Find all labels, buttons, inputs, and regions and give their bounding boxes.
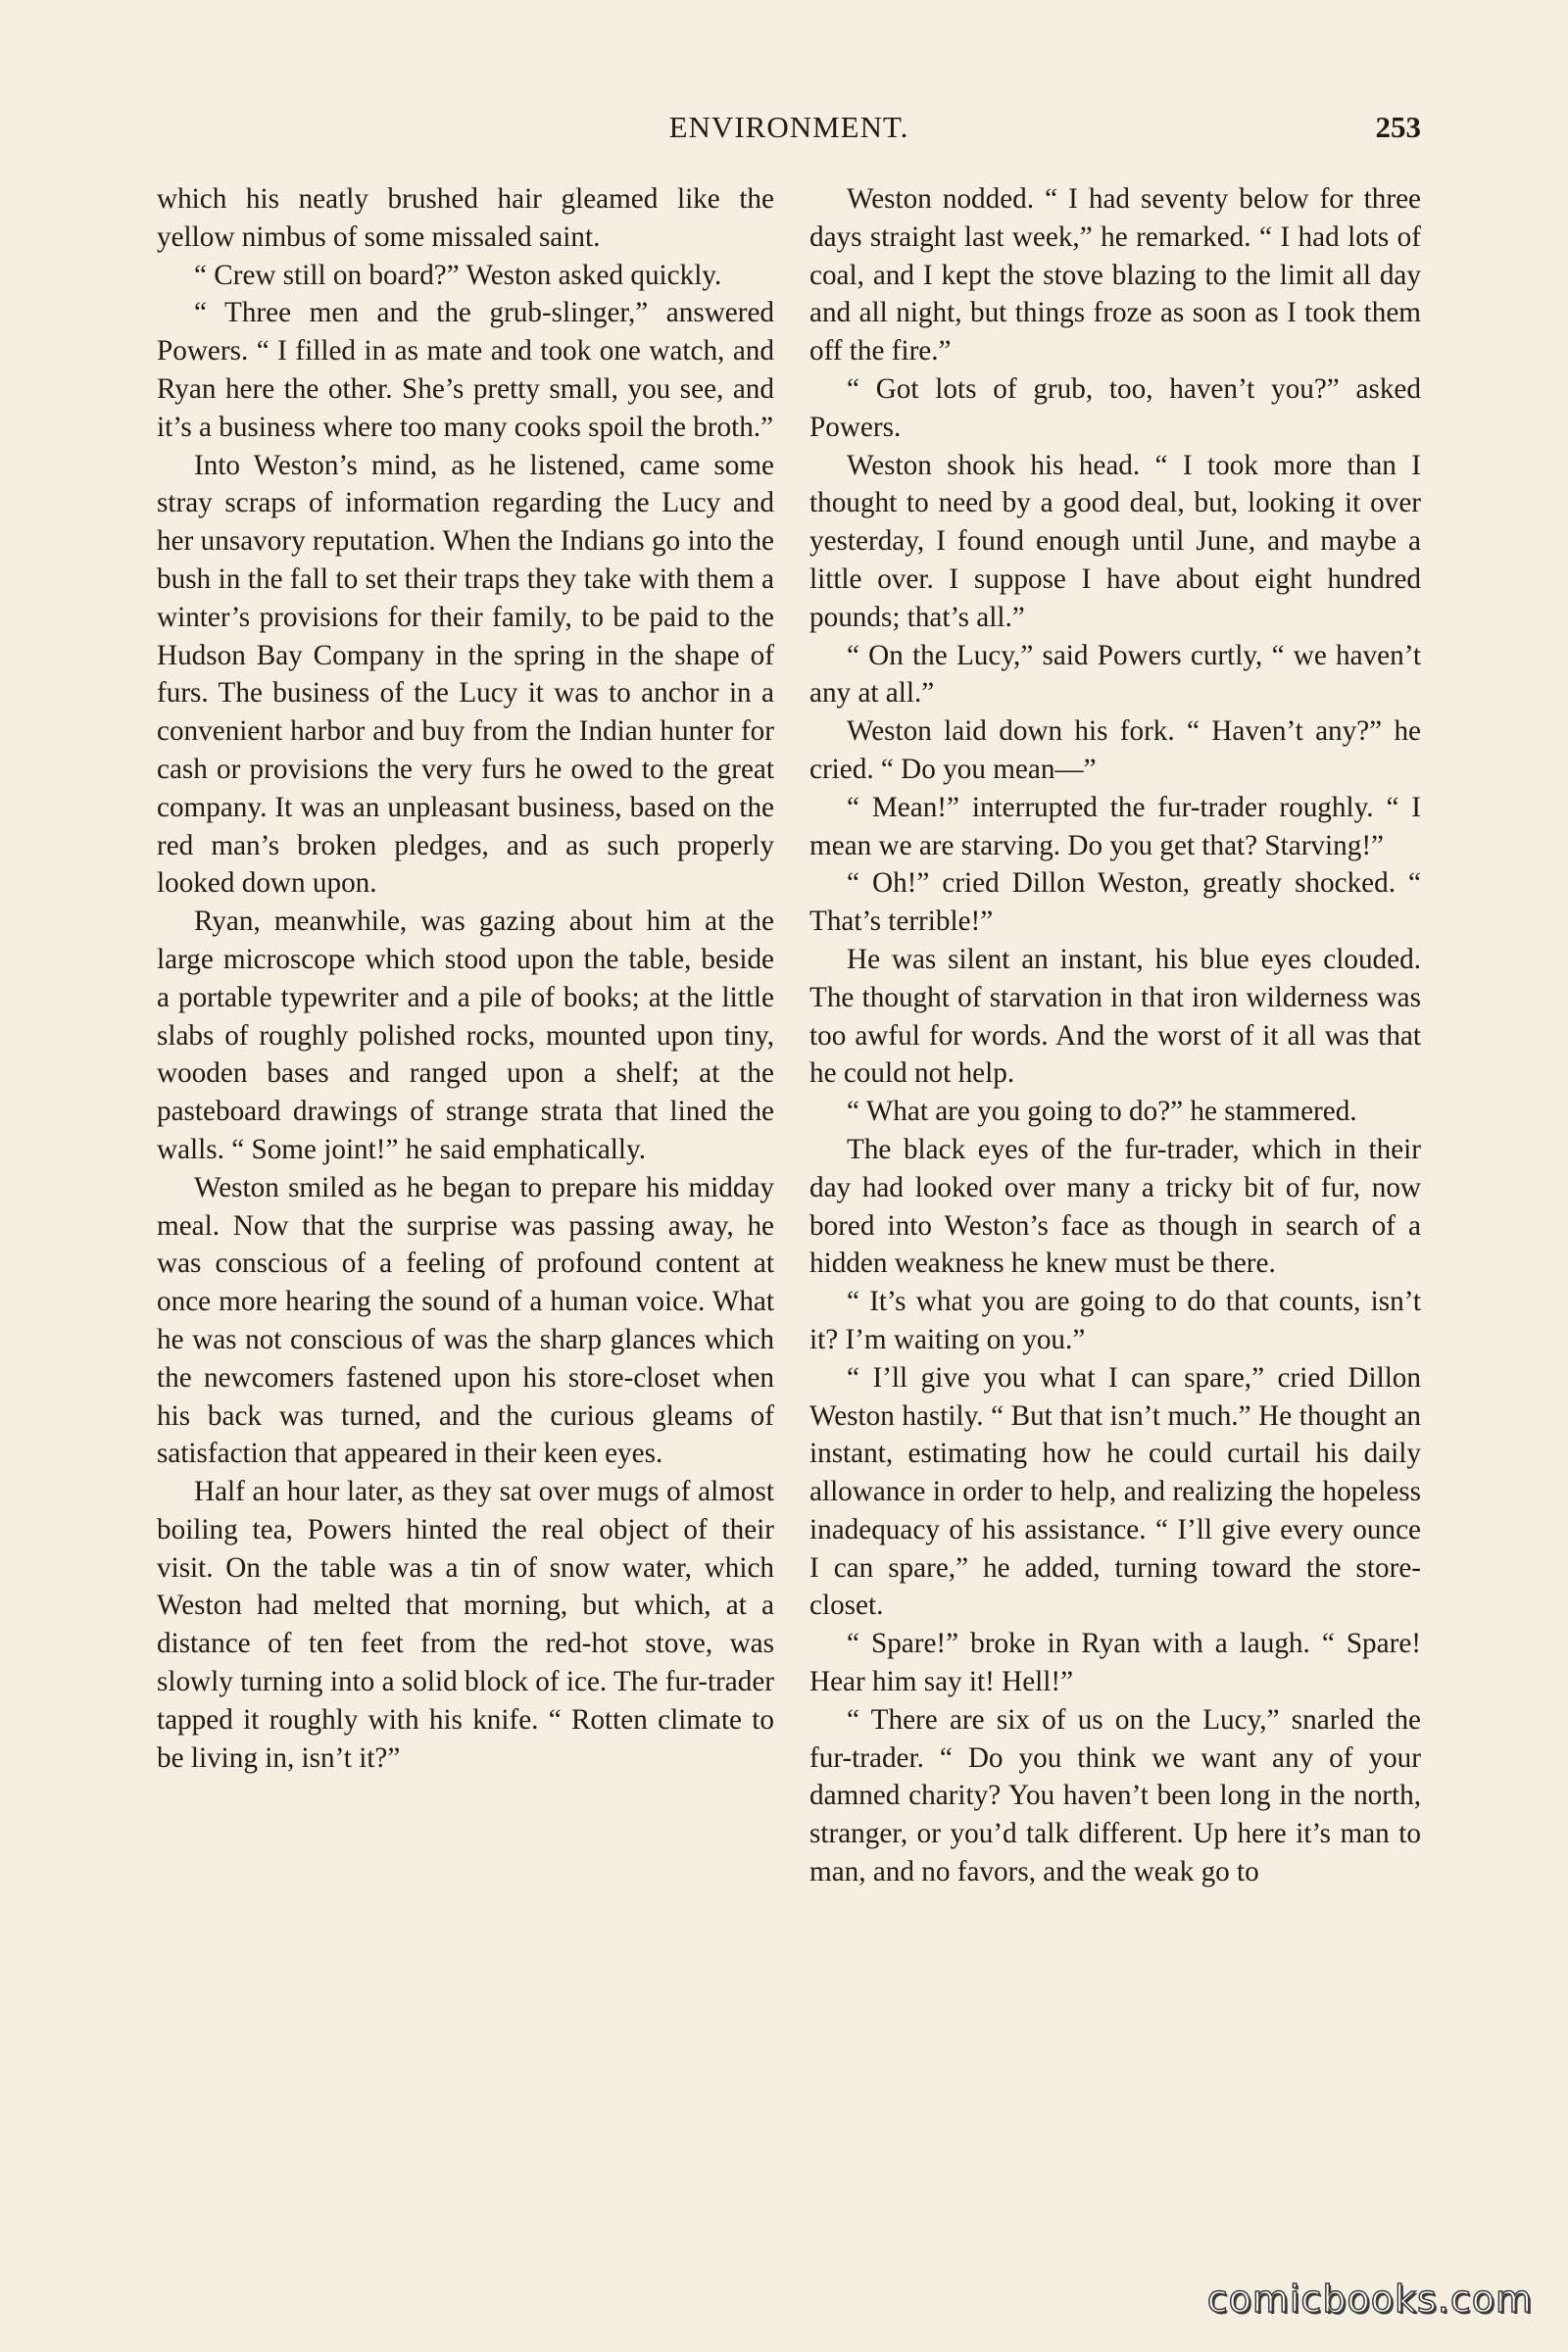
- watermark: comicbooks.com: [1206, 2278, 1533, 2321]
- paragraph: “ On the Lucy,” said Powers curtly, “ we haven’t any at all.”: [809, 639, 1421, 710]
- paragraph: Into Weston’s mind, as he listened, came some stray scraps of information regarding the Lucy and her unsavory reputation. When the Indians go into the bush in the fall to set their traps they take with them a winter’s provisions for their family, to be paid to the Hudson Bay Company in the spring in the shape of furs. The business of the Lucy it was to anchor in a convenient harbor and buy from the Indian hunter for cash or provisions the very furs he owed to the great company. It was an unpleasant business, based on the red man’s broken pledges, and as such properly looked down upon.: [157, 449, 774, 900]
- paragraph: “ Mean!” interrupted the fur-trader roughly. “ I mean we are starving. Do you get that? Starving!”: [809, 791, 1421, 861]
- paragraph: “ Three men and the grub-slinger,” answered Powers. “ I filled in as mate and took one watch, and Ryan here the other. She’s pretty small, you see, and it’s a business where too many cooks spoil the broth.”: [157, 297, 774, 443]
- paragraph: He was silent an instant, his blue eyes clouded. The thought of starvation in that iron wilderness was too awful for words. And the worst of it all was that he could not help.: [809, 943, 1421, 1090]
- paragraph: “ It’s what you are going to do that counts, isn’t it? I’m waiting on you.”: [809, 1286, 1421, 1355]
- paragraph: “ I’ll give you what I can spare,” cried Dillon Weston hastily. “ But that isn’t much.” He thought an instant, estimating how he could curtail his daily allowance in order to help, and realizing the hopeless inadequacy of his assistance. “ I’ll give every ounce I can spare,” he added, turning toward the store-closet.: [809, 1361, 1421, 1622]
- left-text-column: [157, 180, 774, 1777]
- paragraph: Half an hour later, as they sat over mugs of almost boiling tea, Powers hinted the real object of their visit. On the table was a tin of snow water, which Weston had melted that morning, but which, at a distance of ten feet from the red-hot stove, was slowly turning into a solid block of ice. The fur-trader tapped it roughly with his knife. “ Rotten climate to be living in, isn’t it?”: [157, 1476, 774, 1774]
- paragraph: Weston nodded. “ I had seventy below for three days straight last week,” he remarked. “ I had lots of coal, and I kept the stove blazing to the limit all day and all night, but things froze as soon as I took them off the fire.”: [809, 183, 1421, 368]
- paragraph: Ryan, meanwhile, was gazing about him at the large microscope which stood upon the table, beside a portable typewriter and a pile of books; at the little slabs of roughly polished rocks, mounted upon tiny, wooden bases and ranged upon a shelf; at the pasteboard drawings of strange strata that lined the walls. “ Some joint!” he said emphatically.: [157, 906, 774, 1165]
- right-text-column: [809, 180, 1421, 1891]
- paragraph: “ Got lots of grub, too, haven’t you?” asked Powers.: [809, 372, 1421, 443]
- paragraph: Weston smiled as he began to prepare his midday meal. Now that the surprise was passing away, he was conscious of a feeling of profound content at once more hearing the sound of a human voice. What he was not conscious of was the sharp glances which the newcomers fastened upon his store-closet when his back was turned, and the curious gleams of satisfaction that appeared in their keen eyes.: [157, 1171, 774, 1470]
- paragraph: “ Oh!” cried Dillon Weston, greatly shocked. “ That’s terrible!”: [809, 867, 1421, 938]
- paragraph: which his neatly brushed hair gleamed like the yellow nimbus of some missaled saint.: [157, 183, 774, 253]
- page-number: 253: [1375, 110, 1421, 144]
- paragraph: Weston laid down his fork. “ Haven’t any?” he cried. “ Do you mean—”: [809, 715, 1421, 785]
- page-header: [157, 110, 1421, 149]
- paragraph: The black eyes of the fur-trader, which in their day had looked over many a tricky bit of fur, now bored into Weston’s face as though in search of a hidden weakness he knew must be there.: [809, 1133, 1421, 1280]
- paragraph: “ Spare!” broke in Ryan with a laugh. “ Spare! Hear him say it! Hell!”: [809, 1628, 1421, 1698]
- paragraph: Weston shook his head. “ I took more than I thought to need by a good deal, but, looking it over yesterday, I found enough until June, and maybe a little over. I suppose I have about eight hundred pounds; that’s all.”: [809, 449, 1421, 633]
- paragraph: “ Crew still on board?” Weston asked quickly.: [194, 259, 722, 291]
- running-title: ENVIRONMENT.: [668, 110, 909, 144]
- paragraph: “ What are you going to do?” he stammered.: [847, 1096, 1357, 1128]
- paragraph: “ There are six of us on the Lucy,” snarled the fur-trader. “ Do you think we want any of your damned charity? You haven’t been long in the north, stranger, or you’d talk different. Up here it’s man to man, and no favors, and the weak go to: [809, 1703, 1421, 1888]
